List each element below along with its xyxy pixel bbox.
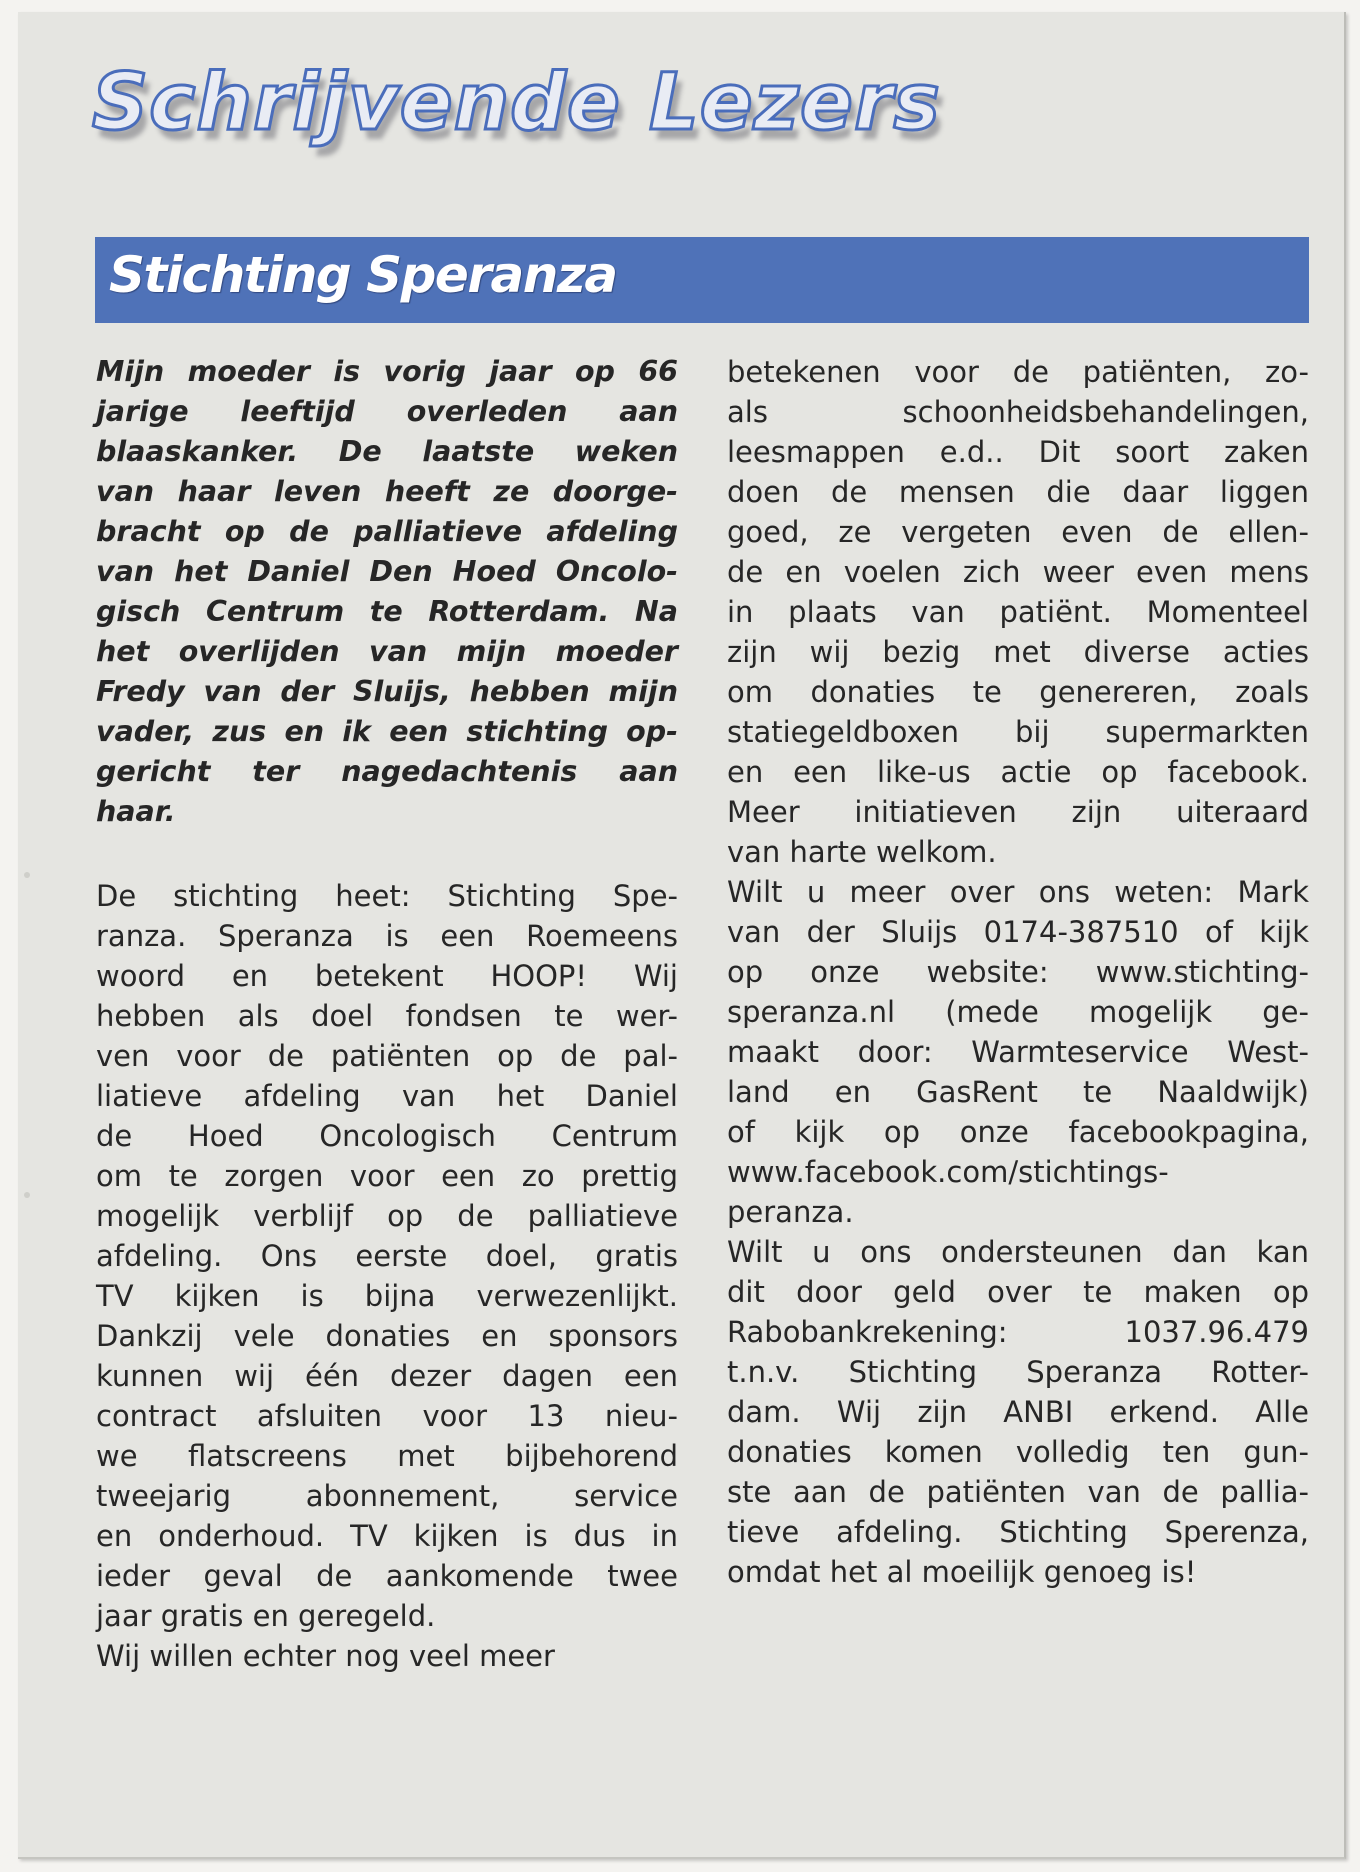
body-text-line: om te zorgen voor een zo prettig	[96, 1159, 678, 1193]
intro-text-line: blaaskanker. De laatste weken	[96, 435, 678, 468]
masthead-title: Schrijvende Lezers	[92, 58, 941, 148]
body-text-line: en onderhoud. TV kijken is dus in	[96, 1519, 678, 1553]
body-text-line: de Hoed Oncologisch Centrum	[96, 1119, 678, 1153]
body-text-line: ste aan de patiënten van de pallia-	[727, 1475, 1309, 1509]
intro-text-line: van haar leven heeft ze doorge-	[96, 475, 678, 508]
body-text-line: Wij willen echter nog veel meer	[96, 1639, 555, 1673]
article-body-right	[727, 352, 1309, 1592]
intro-text-line: Fredy van der Sluijs, hebben mijn	[96, 675, 678, 708]
paper-speck	[24, 872, 30, 878]
body-text-line: peranza.	[727, 1195, 854, 1229]
body-text-line: of kijk op onze facebookpagina,	[727, 1115, 1309, 1149]
body-text-line: om donaties te genereren, zoals	[727, 675, 1309, 709]
body-text-line: t.n.v. Stichting Speranza Rotter-	[727, 1355, 1309, 1389]
body-text-line: omdat het al moeilijk genoeg is!	[727, 1555, 1197, 1589]
body-text-line: De stichting heet: Stichting Spe-	[96, 879, 678, 913]
body-text-line: woord en betekent HOOP! Wij	[96, 959, 678, 993]
body-text-line: doen de mensen die daar liggen	[727, 475, 1309, 509]
intro-text-line: van het Daniel Den Hoed Oncolo-	[96, 555, 678, 588]
body-text-line: we flatscreens met bijbehorend	[96, 1439, 678, 1473]
body-text-line: mogelijk verblijf op de palliatieve	[96, 1199, 678, 1233]
article-body-left	[96, 876, 678, 1676]
body-text-line: dam. Wij zijn ANBI erkend. Alle	[727, 1395, 1309, 1429]
intro-text-line: jarige leeftijd overleden aan	[96, 395, 678, 428]
intro-text-line: haar.	[96, 795, 176, 828]
body-text-line: speranza.nl (mede mogelijk ge-	[727, 995, 1309, 1029]
body-text-line: in plaats van patiënt. Momenteel	[727, 595, 1309, 629]
body-text-line: betekenen voor de patiënten, zo-	[727, 355, 1309, 389]
intro-text-line: het overlijden van mijn moeder	[96, 635, 678, 668]
body-text-line: ven voor de patiënten op de pal-	[96, 1039, 678, 1073]
body-text-line: jaar gratis en geregeld.	[96, 1599, 436, 1633]
body-text-line: liatieve afdeling van het Daniel	[96, 1079, 678, 1113]
body-text-line: van der Sluijs 0174-387510 of kijk	[727, 915, 1309, 949]
article-title: Stichting Speranza	[109, 246, 617, 304]
article-intro	[96, 352, 678, 832]
body-text-line: land en GasRent te Naaldwijk)	[727, 1075, 1309, 1109]
article-column-left	[96, 352, 678, 1676]
intro-text-line: Mijn moeder is vorig jaar op 66	[96, 355, 678, 388]
body-text-line: hebben als doel fondsen te wer-	[96, 999, 678, 1033]
article-column-right	[727, 352, 1309, 1592]
body-text-line: ranza. Speranza is een Roemeens	[96, 919, 678, 953]
body-text-line: dit door geld over te maken op	[727, 1275, 1309, 1309]
body-text-line: tweejarig abonnement, service	[96, 1479, 678, 1513]
body-text-line: de en voelen zich weer even mens	[727, 555, 1309, 589]
paragraph-gap	[96, 832, 678, 876]
body-text-line: ieder geval de aankomende twee	[96, 1559, 678, 1593]
body-text-line: Meer initiatieven zijn uiteraard	[727, 795, 1309, 829]
paper-speck	[24, 1192, 30, 1198]
body-text-line: als schoonheidsbehandelingen,	[727, 395, 1309, 429]
body-text-line: zijn wij bezig met diverse acties	[727, 635, 1309, 669]
body-text-line: tieve afdeling. Stichting Sperenza,	[727, 1515, 1309, 1549]
body-text-line: TV kijken is bijna verwezenlijkt.	[96, 1279, 678, 1313]
intro-text-line: bracht op de palliatieve afdeling	[96, 515, 678, 548]
body-text-line: van harte welkom.	[727, 835, 997, 869]
body-text-line: Wilt u meer over ons weten: Mark	[727, 875, 1309, 909]
intro-text-line: gericht ter nagedachtenis aan	[96, 755, 678, 788]
body-text-line: donaties komen volledig ten gun-	[727, 1435, 1309, 1469]
body-text-line: kunnen wij één dezer dagen een	[96, 1359, 678, 1393]
body-text-line: Rabobankrekening: 1037.96.479	[727, 1315, 1309, 1349]
section-header-band	[95, 237, 1309, 323]
body-text-line: maakt door: Warmteservice West-	[727, 1035, 1309, 1069]
body-text-line: Dankzij vele donaties en sponsors	[96, 1319, 678, 1353]
body-text-line: afdeling. Ons eerste doel, gratis	[96, 1239, 678, 1273]
body-text-line: www.facebook.com/stichtings-	[727, 1155, 1169, 1189]
body-text-line: statiegeldboxen bij supermarkten	[727, 715, 1309, 749]
body-text-line: op onze website: www.stichting-	[727, 955, 1309, 989]
intro-text-line: gisch Centrum te Rotterdam. Na	[96, 595, 678, 628]
intro-text-line: vader, zus en ik een stichting op-	[96, 715, 678, 748]
body-text-line: contract afsluiten voor 13 nieu-	[96, 1399, 678, 1433]
body-text-line: Wilt u ons ondersteunen dan kan	[727, 1235, 1309, 1269]
body-text-line: en een like-us actie op facebook.	[727, 755, 1309, 789]
body-text-line: goed, ze vergeten even de ellen-	[727, 515, 1309, 549]
body-text-line: leesmappen e.d.. Dit soort zaken	[727, 435, 1309, 469]
